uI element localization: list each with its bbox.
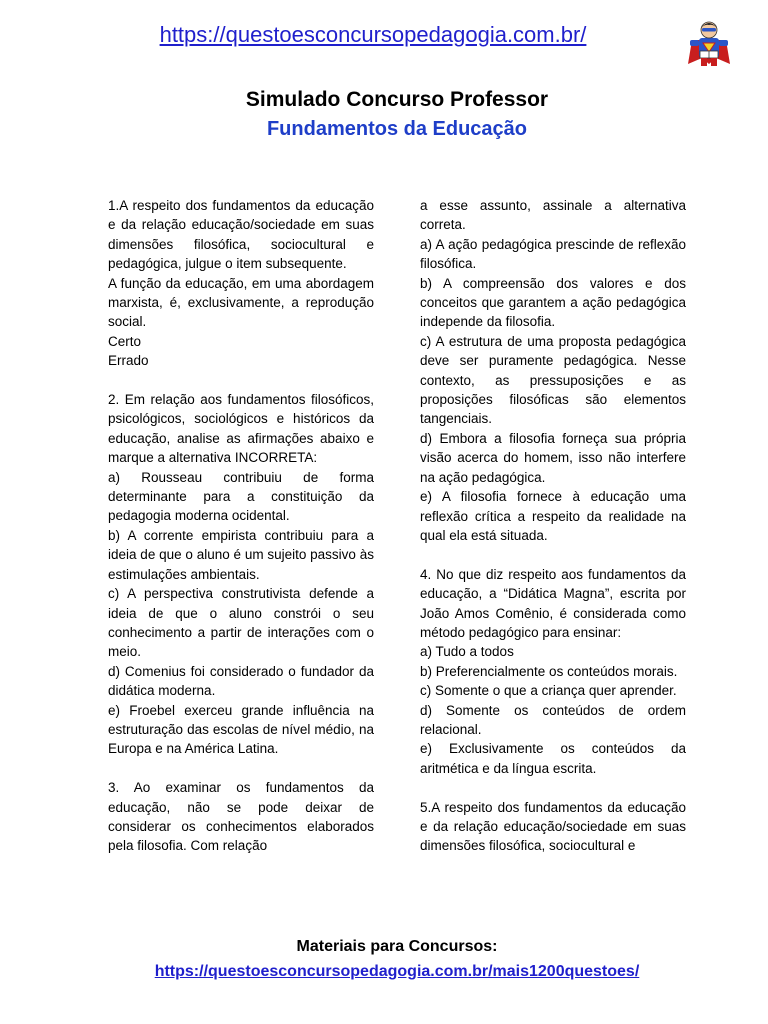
footer-label: Materiais para Concursos: (296, 938, 498, 955)
left-column-paragraph: A função da educação, em uma abordagem marxista, é, exclusivamente, a reprodução social. (108, 275, 374, 330)
superhero-logo-icon (686, 18, 732, 68)
left-column-paragraph: a) Rousseau contribuiu de forma determinante para a constituição da pedagogia moderna ocidental. (108, 469, 374, 524)
right-column-paragraph (420, 545, 686, 564)
left-column-paragraph: Certo (108, 333, 142, 349)
footer-link[interactable]: https://questoesconcursopedagogia.com.br/mais1200questoes/ (154, 963, 640, 980)
right-column-paragraph: b) A compreensão dos valores e dos conceitos que garantem a ação pedagógica independe da filosofia. (420, 275, 686, 330)
left-column-paragraph: 1.A respeito dos fundamentos da educação e da relação educação/sociedade em suas dimensões filosófica, sociocultural e pedagógica, julgue o item subsequente. (108, 198, 374, 272)
page-subtitle: Fundamentos da Educação (266, 118, 528, 140)
right-column-paragraph: 4. No que diz respeito aos fundamentos da educação, a “Didática Magna”, escrita por João Amos Comênio, é considerada como método pedagógico para ensinar: (420, 566, 686, 640)
left-column-paragraph: c) A perspectiva construtivista defende a ideia de que o aluno constrói o seu conhecimento a partir de interações com o meio. (108, 586, 374, 660)
left-column-paragraph: e) Froebel exerceu grande influência na estruturação das escolas de nível médio, na Europa e na América Latina. (108, 702, 374, 757)
right-column-paragraph (420, 778, 686, 797)
right-column-paragraph: a) Tudo a todos (420, 644, 514, 660)
right-column-paragraph: e) A filosofia fornece à educação uma reflexão crítica a respeito da realidade na qual ela está situada. (420, 489, 686, 543)
page-title: Simulado Concurso Professor (245, 88, 549, 111)
left-column-paragraph: Errado (108, 353, 149, 369)
right-column-paragraph: c) Somente o que a criança quer aprender. (420, 683, 677, 699)
right-column-paragraph: d) Embora a filosofia forneça sua própria visão acerca do homem, isso não interfere na ação pedagógica. (420, 430, 686, 485)
right-column-paragraph: a) A ação pedagógica prescinde de reflexão filosófica. (420, 236, 686, 272)
left-column-paragraph: b) A corrente empirista contribuiu para a ideia de que o aluno é um sujeito passivo às estimulações ambientais. (108, 527, 374, 582)
left-column-paragraph (108, 759, 374, 778)
right-column-paragraph: b) Preferencialmente os conteúdos morais. (420, 663, 678, 679)
right-column-paragraph: 5.A respeito dos fundamentos da educação e da relação educação/sociedade em suas dimensões filosófica, sociocultural e (420, 799, 686, 854)
left-column-paragraph: 2. Em relação aos fundamentos filosóficos, psicológicos, sociológicos e históricos da educação, analise as afirmações abaixo e marque a alternativa INCORRETA: (108, 392, 374, 466)
left-column-paragraph: 3. Ao examinar os fundamentos da educação, não se pode deixar de considerar os conhecimentos elaborados pela filosofia. Com relação (108, 780, 374, 854)
site-link[interactable]: https://questoesconcursopedagogia.com.br/ (159, 22, 587, 47)
right-text-column (420, 196, 686, 856)
right-column-paragraph: e) Exclusivamente os conteúdos da aritmética e da língua escrita. (420, 741, 686, 776)
right-column-paragraph: c) A estrutura de uma proposta pedagógica deve ser puramente pedagógica. Nesse contexto, as pressuposições e as proposições filosóficas são elementos tangenciais. (420, 333, 686, 427)
right-column-paragraph: d) Somente os conteúdos de ordem relacional. (420, 702, 686, 737)
left-column-paragraph: d) Comenius foi considerado o fundador da didática moderna. (108, 663, 374, 699)
left-text-column (108, 196, 374, 856)
left-column-paragraph (108, 371, 374, 390)
right-column-paragraph: a esse assunto, assinale a alternativa correta. (420, 198, 686, 233)
